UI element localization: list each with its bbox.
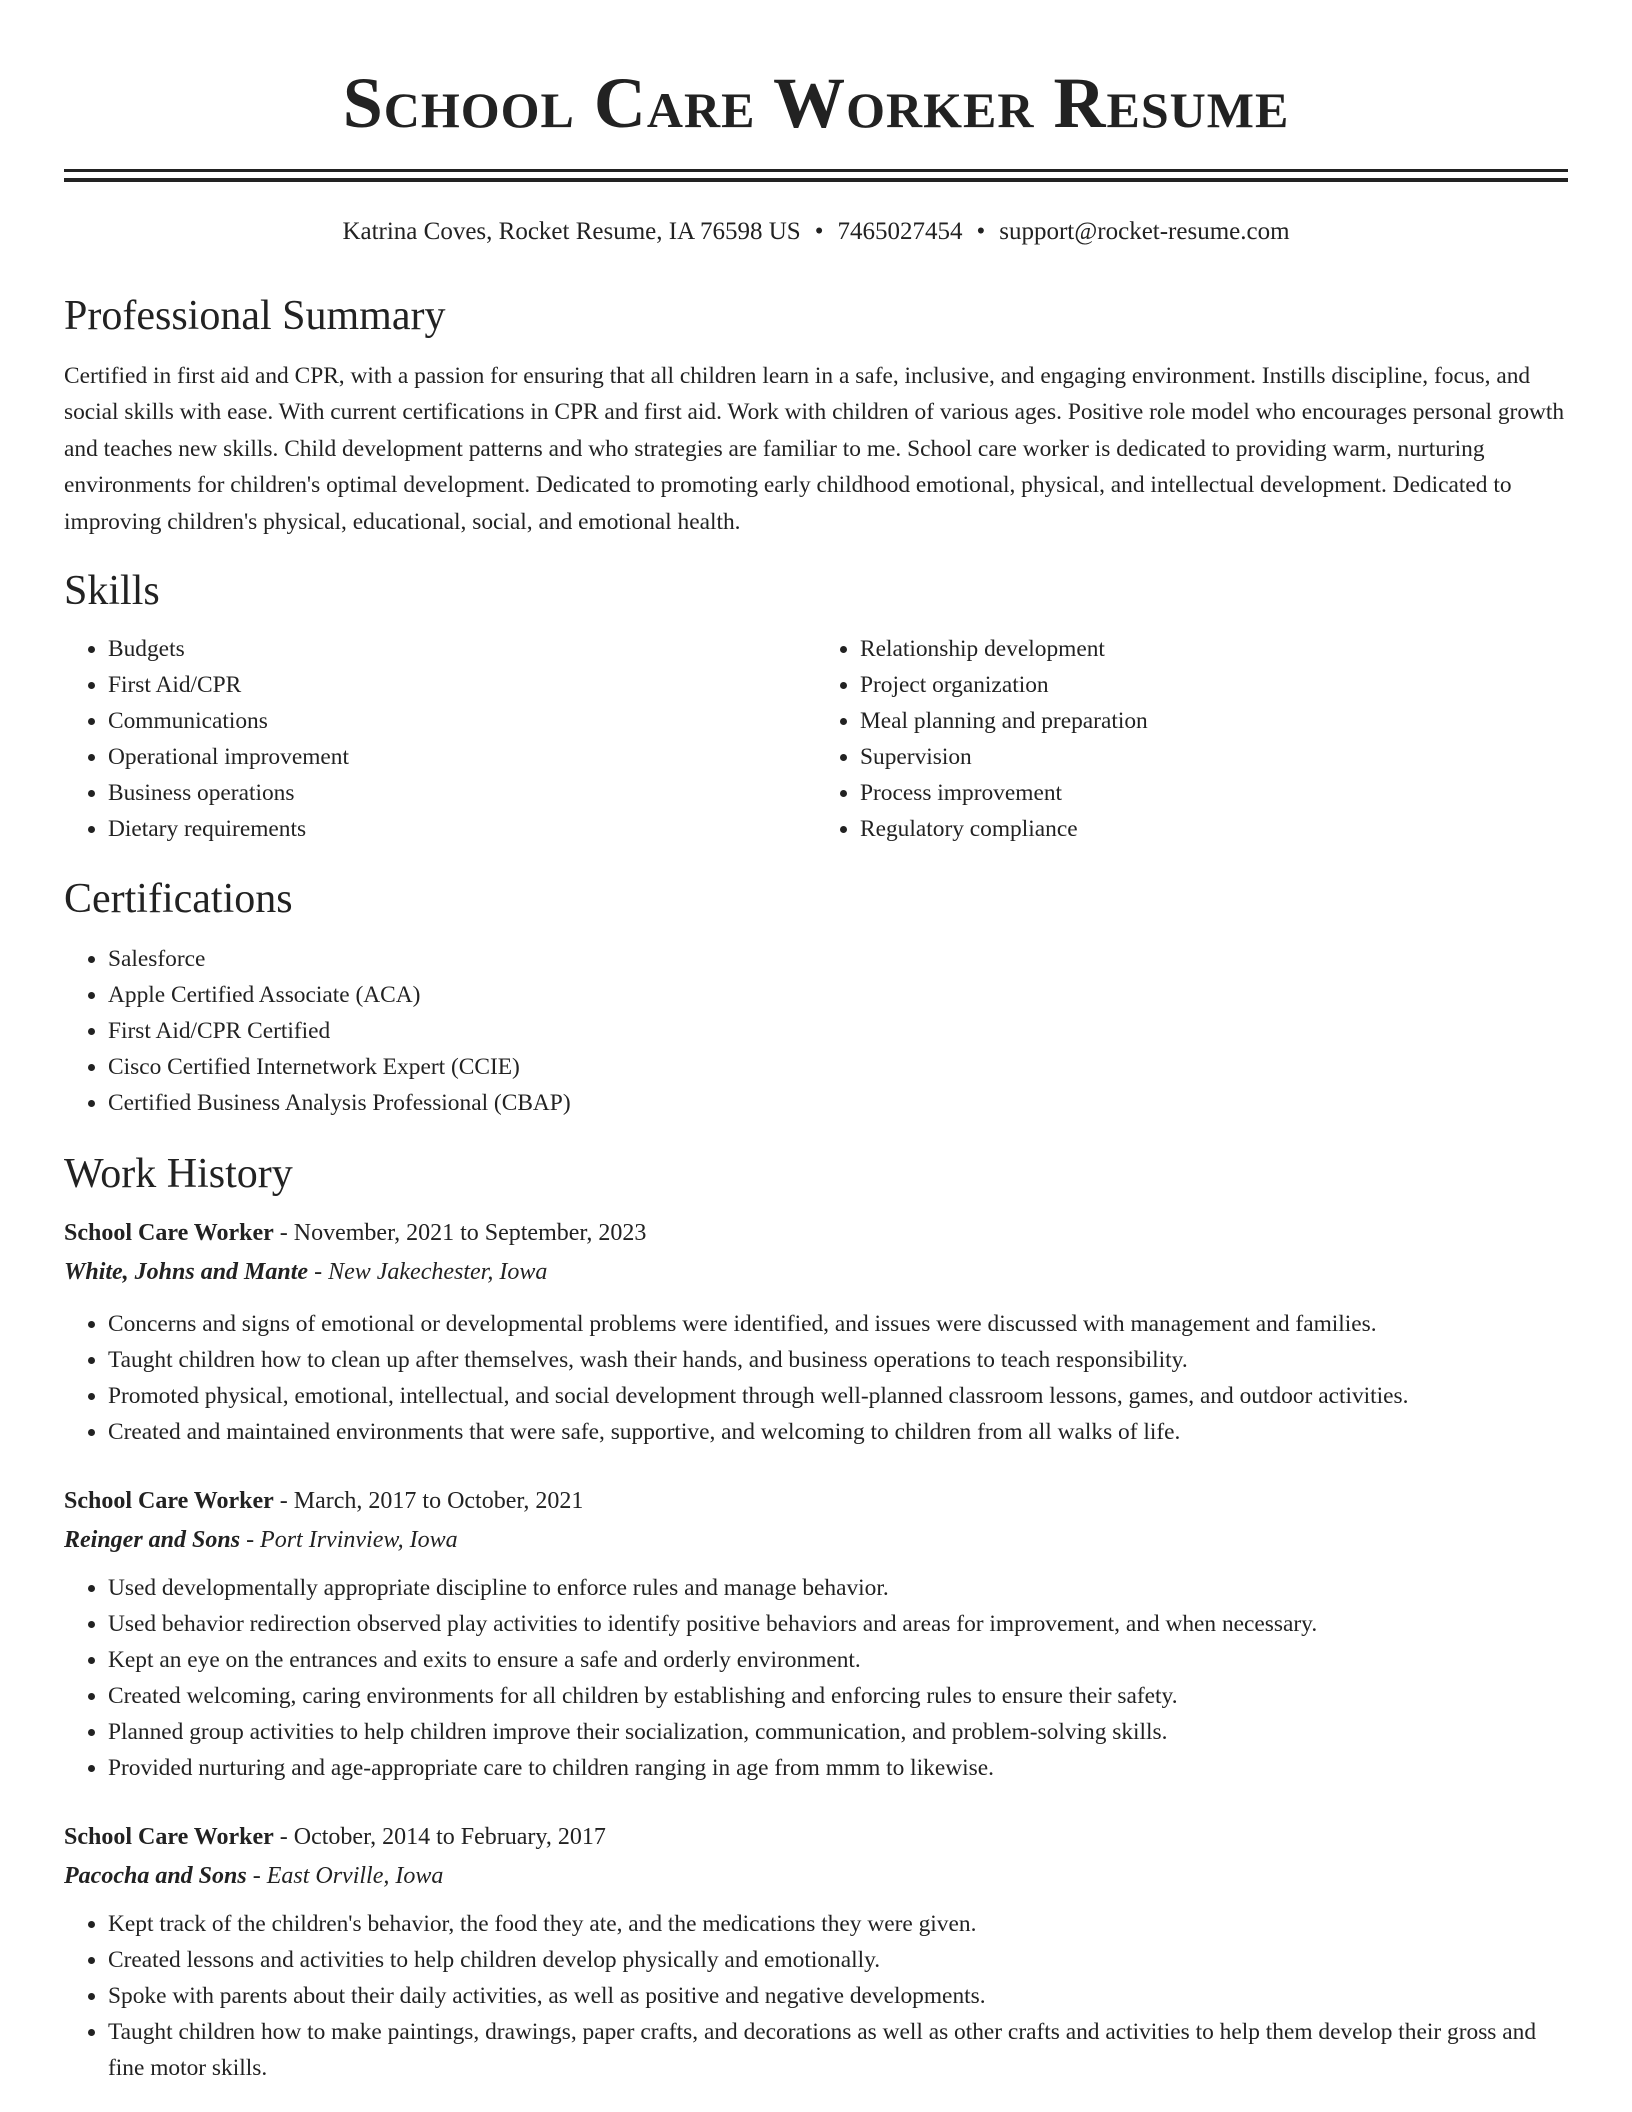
job-company-line: [64, 1856, 1568, 1896]
resume-page: [64, 0, 1568, 2086]
skills-heading: Skills: [64, 568, 160, 615]
certification-item: • Salesforce: [108, 941, 1568, 977]
job-dates: - October, 2014 to February, 2017: [273, 1824, 606, 1851]
job-bullet: • Taught children how to clean up after themselves, wash their hands, and business operations to teach responsibility.: [108, 1342, 1568, 1378]
skill-item: • Project organization: [860, 667, 1568, 703]
job-title-line: [64, 1214, 1568, 1252]
job-bullet: • Used behavior redirection observed play activities to identify positive behaviors and areas for improvement, and when necessary.: [108, 1606, 1568, 1642]
skill-item: • Process improvement: [860, 775, 1568, 811]
contact-separator: •: [814, 218, 824, 245]
skill-item: • Relationship development: [860, 631, 1568, 667]
job-location: - New Jakechester, Iowa: [308, 1259, 548, 1286]
job-company-line: [64, 1520, 1568, 1560]
skill-item: • Budgets: [108, 631, 816, 667]
skill-item: • Dietary requirements: [108, 811, 816, 847]
contact-line: [64, 214, 1568, 250]
job-bullet: • Provided nurturing and age-appropriate care to children ranging in age from mmm to likewise.: [108, 1750, 1568, 1786]
job-bullet: • Used developmentally appropriate discipline to enforce rules and manage behavior.: [108, 1570, 1568, 1606]
job-bullet: • Kept track of the children's behavior, the food they ate, and the medications they were given.: [108, 1906, 1568, 1942]
job-bullet: • Concerns and signs of emotional or developmental problems were identified, and issues were discussed with management and families.: [108, 1306, 1568, 1342]
contact-phone: 7465027454: [837, 218, 963, 245]
summary-heading: Professional Summary: [64, 293, 446, 339]
job-entry: [64, 1214, 1568, 1450]
certification-item: • Apple Certified Associate (ACA): [108, 977, 1568, 1013]
job-location: - Port Irvinview, Iowa: [240, 1527, 458, 1554]
job-bullet: • Planned group activities to help children improve their socialization, communication, and problem-solving skills.: [108, 1714, 1568, 1750]
job-bullets: [64, 1570, 1568, 1786]
skills-list-right: [816, 631, 1568, 847]
job-bullet: • Created and maintained environments that were safe, supportive, and welcoming to children from all walks of life.: [108, 1414, 1568, 1450]
job-location: - East Orville, Iowa: [246, 1863, 444, 1890]
certification-item: • First Aid/CPR Certified: [108, 1013, 1568, 1049]
job-bullet: • Spoke with parents about their daily activities, as well as positive and negative developments.: [108, 1978, 1568, 2014]
skill-item: • Communications: [108, 703, 816, 739]
job-bullet: • Kept an eye on the entrances and exits to ensure a safe and orderly environment.: [108, 1642, 1568, 1678]
job-dates: - March, 2017 to October, 2021: [273, 1488, 584, 1515]
skill-item: • Regulatory compliance: [860, 811, 1568, 847]
job-entry: [64, 1482, 1568, 1786]
contact-email: support@rocket-resume.com: [999, 218, 1290, 245]
job-company: Pacocha and Sons: [64, 1863, 247, 1890]
work-history-heading: Work History: [64, 1151, 293, 1198]
contact-address: Katrina Coves, Rocket Resume, IA 76598 US: [342, 218, 801, 245]
job-title-line: [64, 1482, 1568, 1520]
job-bullet: • Created lessons and activities to help children develop physically and emotionally.: [108, 1942, 1568, 1978]
job-company: Reinger and Sons: [64, 1527, 241, 1554]
certifications-heading: Certifications: [64, 876, 293, 923]
job-bullets: [64, 1906, 1568, 2086]
skills-columns: [64, 631, 1568, 847]
title-rule-top: [64, 169, 1568, 172]
skills-list-left: [64, 631, 816, 847]
skill-item: • Supervision: [860, 739, 1568, 775]
job-company-line: [64, 1252, 1568, 1292]
title-rule-bottom: [64, 178, 1568, 182]
contact-separator: •: [976, 218, 986, 245]
job-bullet: • Taught children how to make paintings, drawings, paper crafts, and decorations as well as other crafts and activities to help them develop their gross and fine motor skills.: [108, 2014, 1568, 2086]
job-bullets: [64, 1306, 1568, 1450]
resume-title: School Care Worker Resume: [342, 63, 1290, 143]
job-bullet: • Promoted physical, emotional, intellectual, and social development through well-planned classroom lessons, games, and outdoor activities.: [108, 1378, 1568, 1414]
job-role: School Care Worker: [64, 1220, 274, 1247]
job-role: School Care Worker: [64, 1824, 274, 1851]
summary-text: Certified in first aid and CPR, with a passion for ensuring that all children learn in a safe, inclusive, and engaging environment. Instills discipline, focus, and social skills with ease. With current certifications in CPR and first aid. Work with children of various ages. Positive role model who encourages personal growth and teaches new skills. Child development patterns and who strategies are familiar to me. School care worker is dedicated to providing warm, nurturing environments for children's optimal development. Dedicated to promoting early childhood emotional, physical, and intellectual development. Dedicated to improving children's physical, educational, social, and emotional health.: [64, 363, 1565, 535]
job-bullet: • Created welcoming, caring environments for all children by establishing and enforcing rules to ensure their safety.: [108, 1678, 1568, 1714]
skill-item: • First Aid/CPR: [108, 667, 816, 703]
skill-item: • Meal planning and preparation: [860, 703, 1568, 739]
job-role: School Care Worker: [64, 1488, 274, 1515]
job-dates: - November, 2021 to September, 2023: [273, 1220, 647, 1247]
certification-item: • Cisco Certified Internetwork Expert (CCIE): [108, 1049, 1568, 1085]
certification-item: • Certified Business Analysis Professional (CBAP): [108, 1085, 1568, 1121]
job-company: White, Johns and Mante: [64, 1259, 309, 1286]
skill-item: • Business operations: [108, 775, 816, 811]
certifications-list: [64, 941, 1568, 1121]
skill-item: • Operational improvement: [108, 739, 816, 775]
job-entry: [64, 1818, 1568, 2086]
job-title-line: [64, 1818, 1568, 1856]
